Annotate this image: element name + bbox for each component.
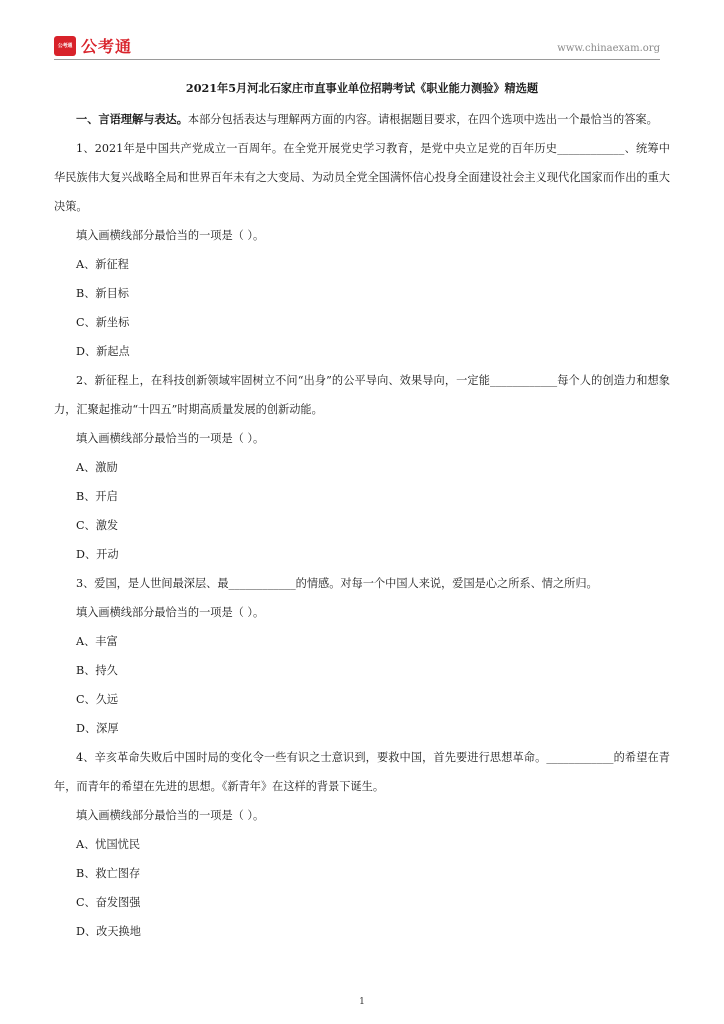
section-intro-text: 本部分包括表达与理解两方面的内容。请根据题目要求，在四个选项中选出一个最恰当的答案。: [187, 113, 658, 126]
brand-logo[interactable]: [54, 34, 132, 57]
option-b: B、救亡图存: [76, 867, 141, 880]
question-prompt: 填入画横线部分最恰当的一项是（ ）。: [76, 809, 265, 822]
question-prompt: 填入画横线部分最恰当的一项是（ ）。: [76, 432, 265, 445]
question-1: [54, 134, 670, 366]
question-text: 2、新征程上，在科技创新领域牢固树立不问“出身”的公平导向、效果导向，一定能____________每个人的创造力和想象力，汇聚起推动“十四五”时期高质量发展的创新动能。: [54, 374, 670, 416]
option-c: C、新坐标: [76, 316, 130, 329]
document-body: [54, 78, 670, 946]
question-prompt: 填入画横线部分最恰当的一项是（ ）。: [76, 229, 265, 242]
option-b: B、开启: [76, 490, 118, 503]
logo-badge-icon: 公考通: [54, 36, 76, 56]
option-a: A、新征程: [76, 258, 129, 271]
document-title: 2021年5月河北石家庄市直事业单位招聘考试《职业能力测验》精选题: [185, 81, 539, 95]
section-intro: [54, 105, 670, 134]
question-text: 1、2021年是中国共产党成立一百周年。在全党开展党史学习教育，是党中央立足党的百年历史____________、统筹中华民族伟大复兴战略全局和世界百年未有之大变局、为动员全党全国满怀信心投身全面建设社会主义现代化国家而作出的重大决策。: [54, 142, 670, 213]
section-heading: 一、言语理解与表达。: [76, 112, 188, 126]
option-d: D、新起点: [76, 345, 130, 358]
question-3: [54, 569, 670, 743]
option-c: C、久远: [76, 693, 119, 706]
option-a: A、丰富: [76, 635, 118, 648]
option-b: B、持久: [76, 664, 118, 677]
question-text: 4、辛亥革命失败后中国时局的变化令一些有识之士意识到，要救中国，首先要进行思想革命。____________的希望在青年，而青年的希望在先进的思想。《新青年》在这样的背景下诞生。: [54, 751, 670, 793]
option-a: A、激励: [76, 461, 118, 474]
site-url[interactable]: www.chinaexam.org: [557, 43, 660, 54]
question-prompt: 填入画横线部分最恰当的一项是（ ）。: [76, 606, 265, 619]
question-2: [54, 366, 670, 569]
header-divider: [54, 59, 660, 60]
option-c: C、奋发图强: [76, 896, 141, 909]
option-d: D、开动: [76, 548, 119, 561]
option-d: D、改天换地: [76, 925, 141, 938]
page-number: 1: [359, 997, 365, 1007]
option-a: A、忧国忧民: [76, 838, 141, 851]
question-4: [54, 743, 670, 946]
option-d: D、深厚: [76, 722, 119, 735]
page-header: [54, 34, 660, 58]
option-b: B、新目标: [76, 287, 129, 300]
option-c: C、激发: [76, 519, 119, 532]
logo-text: 公考通: [81, 37, 133, 56]
question-text: 3、爱国，是人世间最深层、最____________的情感。对每一个中国人来说，爱国是心之所系、情之所归。: [76, 577, 598, 590]
